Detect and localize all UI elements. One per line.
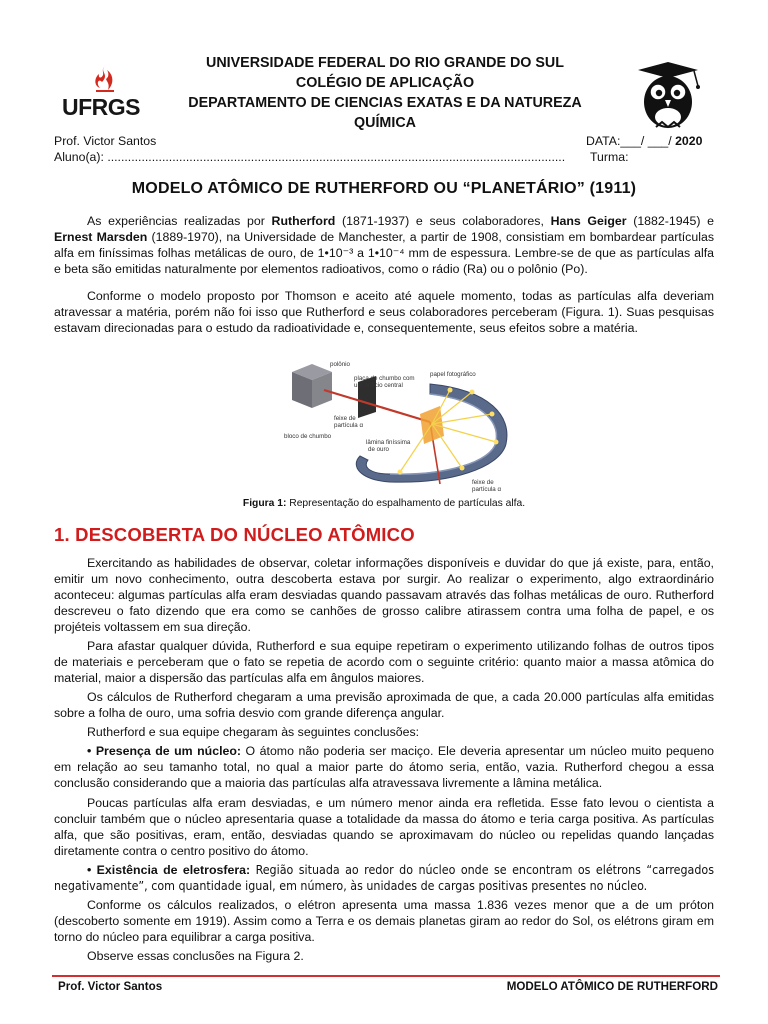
page-title: MODELO ATÔMICO DE RUTHERFORD OU “PLANETÁRIO” (1911) bbox=[131, 180, 637, 197]
owl-graduate-icon bbox=[628, 60, 708, 130]
footer-divider bbox=[52, 975, 720, 977]
conclusion-nucleus: • Presença de um núcleo: O átomo não poderia ser maciço. Ele deveria apresentar um núcleo muito pequeno em relação ao seu tamanho total, no qual a maior parte do átomo seria, então, vazia. Rutherford chegou a essa conclusão considerando que a maioria das partículas alfa atravessava livremente a lâmina metálica. bbox=[54, 744, 714, 790]
date-label: DATA:___/ ___/ bbox=[586, 134, 672, 148]
name-geiger: Hans Geiger bbox=[550, 214, 627, 228]
student-field[interactable]: Aluno(a): ...................................................................................................................................... bbox=[54, 150, 566, 164]
svg-text:feixe de: feixe de bbox=[472, 479, 494, 486]
subject-name: QUÍMICA bbox=[354, 115, 416, 131]
figure-1-caption: Figura 1: Representação do espalhamento de partículas alfa. bbox=[242, 498, 526, 509]
footer-topic: MODELO ATÔMICO DE RUTHERFORD bbox=[506, 980, 718, 993]
svg-text:placa de chumbo com: placa de chumbo com bbox=[354, 375, 415, 382]
svg-text:polônio: polônio bbox=[330, 361, 350, 368]
svg-text:de ouro: de ouro bbox=[368, 446, 389, 453]
svg-text:lâmina finíssima: lâmina finíssima bbox=[366, 439, 411, 446]
figure-scattering-experiment bbox=[280, 356, 516, 496]
intro-paragraph-1: As experiências realizadas por Rutherford (1871-1937) e seus colaboradores, Hans Geiger (1882-1945) e Ernest Marsden (1889-1970), na Universidade de Manchester, a partir de 1908, consistiam em bombardear partículas alfa em finíssimas folhas metálicas de ouro, de 1•10⁻³ a 1•10⁻⁴ mm de espessura. Lembre-se de que as partículas alfa e beta são emitidas naturalmente por elementos radioativos, como o rádio (Ra) ou o polônio (Po). bbox=[54, 214, 715, 276]
college-name: COLÉGIO DE APLICAÇÃO bbox=[295, 75, 475, 91]
department-name: DEPARTAMENTO DE CIENCIAS EXATAS E DA NATUREZA bbox=[188, 95, 582, 111]
svg-text:feixe de: feixe de bbox=[334, 415, 356, 422]
name-marsden: Ernest Marsden bbox=[54, 229, 148, 244]
section-1-paragraph-3: Os cálculos de Rutherford chegaram a uma previsão aproximada de que, a cada 20.000 partículas alfa emitidas sobre a folha de ouro, uma sofria desvio com grande diferença angular. bbox=[54, 690, 714, 720]
teacher-name: Prof. Victor Santos bbox=[54, 134, 157, 148]
conclusion-electrosphere: • Existência de eletrosfera: Região situada ao redor do núcleo onde se encontram os elétrons “carregados negativamente”, com quantidade igual, em número, às unidades de cargas positivas presentes no núcleo. bbox=[54, 863, 714, 893]
section-1-paragraph-9: Observe essas conclusões na Figura 2. bbox=[87, 949, 304, 963]
name-rutherford: Rutherford bbox=[271, 214, 336, 228]
lead-block bbox=[292, 364, 332, 408]
ufrgs-wordmark: UFRGS bbox=[62, 94, 140, 120]
ufrgs-logo bbox=[62, 64, 152, 122]
intro-paragraph-2: Conforme o modelo proposto por Thomson e aceito até aquele momento, todas as partículas alfa deveriam atravessar a matéria, porém não foi isso que Rutherford e seus colaboradores perceberam (Figura. 1). Suas pesquisas estavam direcionadas para o estudo da radioatividade e, consequentemente, seus efeitos sobre a matéria. bbox=[54, 289, 714, 335]
section-1-paragraph-1: Exercitando as habilidades de observar, coletar informações disponíveis e duvidar do que já existe, para, então, emitir um novo conhecimento, outra descoberta estava por surgir. Ao realizar o experimento, algo extraordinário aconteceu: algumas partículas alfa eram desviadas quando passavam através das folhas metálicas de ouro. Rutherford descreveu o fato dizendo que era como se canhões de grosso calibre atirassem contra uma folha de papel, e os projéteis voltassem em sua direção. bbox=[54, 556, 714, 634]
university-name: UNIVERSIDADE FEDERAL DO RIO GRANDE DO SUL bbox=[206, 55, 564, 71]
svg-text:um orifício central: um orifício central bbox=[354, 382, 403, 389]
section-1-paragraph-4: Rutherford e sua equipe chegaram às seguintes conclusões: bbox=[87, 725, 420, 739]
flame-icon bbox=[90, 64, 120, 94]
svg-text:partícula α: partícula α bbox=[472, 486, 502, 493]
section-1-paragraph-2: Para afastar qualquer dúvida, Rutherford e sua equipe repetiram o experimento utilizando folhas de outros tipos de materiais e perceberam que o fato se repetia de acordo com o seguinte critério: quanto maior a massa atômica do material, maior a dispersão das partículas alfa em ângulos maiores. bbox=[54, 639, 714, 685]
date-year: 2020 bbox=[675, 134, 703, 148]
svg-text:papel fotográfico: papel fotográfico bbox=[430, 371, 476, 378]
section-1-paragraph-6: Poucas partículas alfa eram desviadas, e um número menor ainda era refletida. Esse fato levou o cientista a concluir também que o núcleo apresentaria quase a totalidade da massa do átomo e teria carga positiva. As partículas alfa, que são positivas, eram, então, desviadas quando se aproximavam do núcleo ou repelidas quando lançadas diretamente contra o centro positivo do átomo. bbox=[54, 796, 714, 858]
date-field[interactable] bbox=[586, 134, 702, 148]
footer-teacher: Prof. Victor Santos bbox=[58, 980, 163, 993]
svg-text:bloco de chumbo: bloco de chumbo bbox=[284, 433, 332, 440]
section-1-paragraph-8: Conforme os cálculos realizados, o elétron apresenta uma massa 1.836 vezes menor que a de um próton (descoberto somente em 1919). Assim como a Terra e os demais planetas giram ao redor do Sol, os elétrons giram em torno do núcleo para equilibrar a carga positiva. bbox=[54, 898, 714, 944]
institution-header bbox=[150, 53, 620, 133]
svg-text:partícula α: partícula α bbox=[334, 422, 364, 429]
section-1-title: 1. DESCOBERTA DO NÚCLEO ATÔMICO bbox=[54, 524, 415, 545]
class-field[interactable]: Turma: bbox=[590, 150, 629, 164]
